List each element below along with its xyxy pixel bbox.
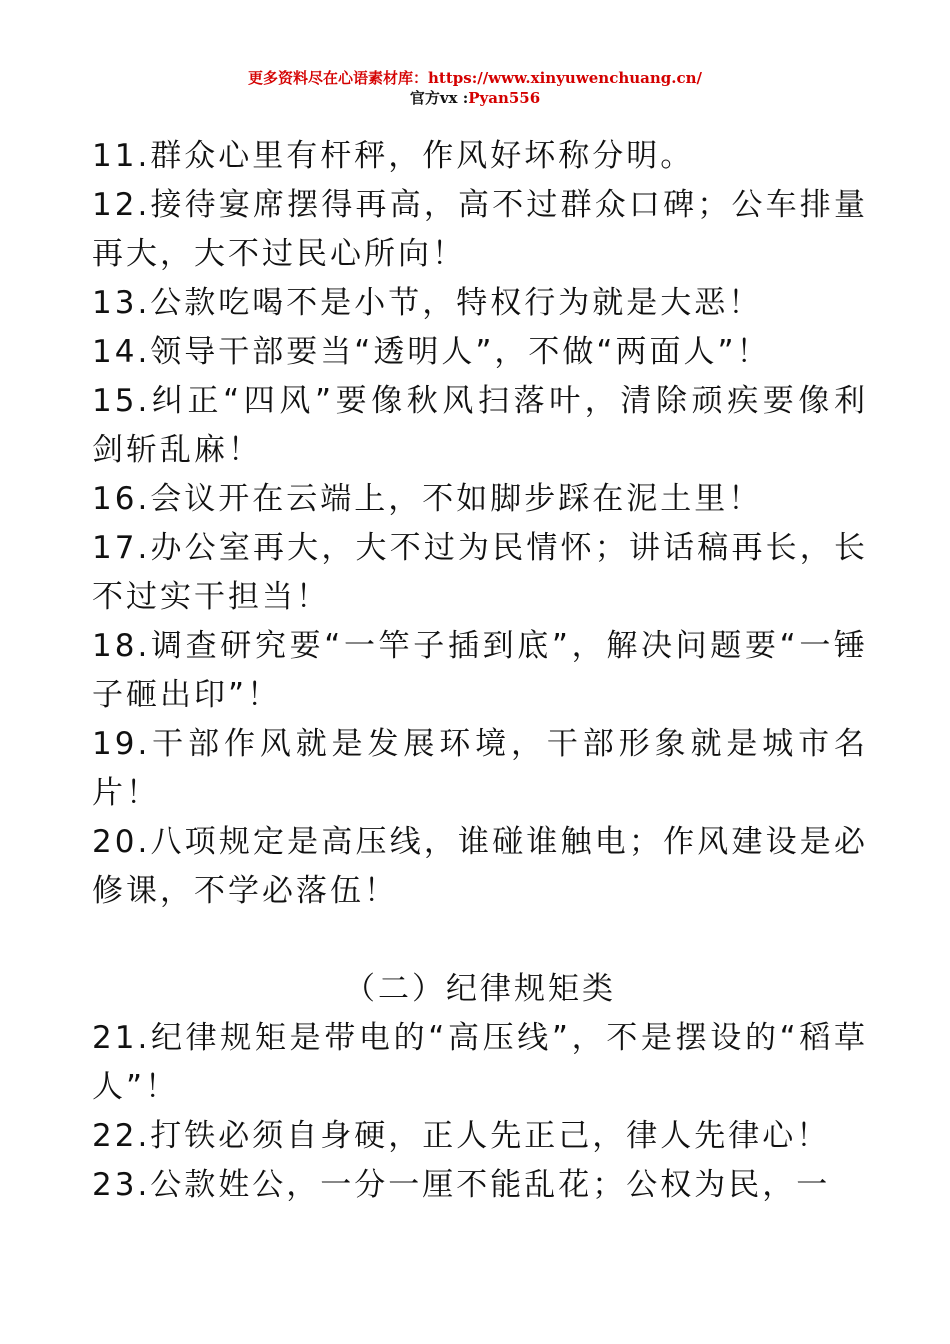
header-source-label: 更多资料尽在心语素材库： xyxy=(248,69,429,87)
header-source-url[interactable]: https://www.xinyuwenchuang.cn/ xyxy=(428,69,702,87)
header-watermark xyxy=(0,68,950,108)
paragraph-19: 19.干部作风就是发展环境，干部形象就是城市名片！ xyxy=(92,726,868,811)
paragraph-13: 13.公款吃喝不是小节，特权行为就是大恶！ xyxy=(92,285,763,321)
header-line-1 xyxy=(0,68,950,88)
paragraph-20: 20.八项规定是高压线，谁碰谁触电；作风建设是必修课，不学必落伍！ xyxy=(92,824,868,909)
paragraph-16: 16.会议开在云端上，不如脚步踩在泥土里！ xyxy=(92,481,763,517)
paragraph-15: 15.纠正“四风”要像秋风扫落叶，清除顽疾要像利剑斩乱麻！ xyxy=(92,383,868,468)
paragraph-23: 23.公款姓公，一分一厘不能乱花；公权为民，一 xyxy=(92,1167,831,1203)
paragraph-12: 12.接待宴席摆得再高，高不过群众口碑；公车排量再大，大不过民心所向！ xyxy=(92,187,868,272)
paragraph-11: 11.群众心里有杆秤，作风好坏称分明。 xyxy=(92,138,695,174)
section-spacer xyxy=(92,916,868,965)
paragraph-22: 22.打铁必须自身硬，正人先正己，律人先律心！ xyxy=(92,1118,831,1154)
header-vx-label: 官方vx : xyxy=(409,89,469,107)
document-body xyxy=(92,132,868,1210)
paragraph-18: 18.调查研究要“一竿子插到底”，解决问题要“一锤子砸出印”！ xyxy=(92,628,868,713)
paragraph-21: 21.纪律规矩是带电的“高压线”，不是摆设的“稻草人”！ xyxy=(92,1020,868,1105)
section-title: （二）纪律规矩类 xyxy=(344,971,616,1007)
header-line-2 xyxy=(0,88,950,108)
paragraph-14: 14.领导干部要当“透明人”，不做“两面人”！ xyxy=(92,334,771,370)
header-vx-id: Pyan556 xyxy=(468,89,541,107)
paragraph-17: 17.办公室再大，大不过为民情怀；讲话稿再长，长不过实干担当！ xyxy=(92,530,868,615)
